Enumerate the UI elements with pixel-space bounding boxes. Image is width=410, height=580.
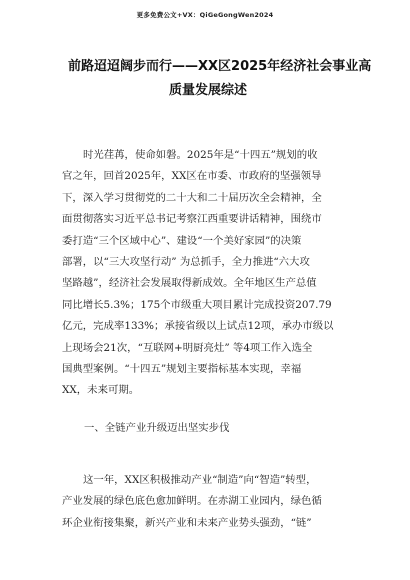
paragraph-line: 委打造“三个区域中心”、建设“一个美好家园”的决策 — [62, 234, 302, 247]
header-note: 更多免费公文+VX：QiGeGongWen2024 — [136, 11, 274, 19]
paragraph-line: 同比增长5.3%；175个市级重大项目累计完成投资207.79 — [62, 298, 332, 311]
paragraph-line: 时光荏苒，使命如磐。2025年是“十四五”规划的收 — [83, 149, 318, 161]
paragraph-line: 坚路越”，经济社会发展取得新成效。全年地区生产总值 — [62, 277, 317, 290]
title-line: 前路迢迢阔步而行——XX区2025年经济社会事业高 — [68, 59, 372, 74]
section-heading: 一、全链产业升级迈出坚实步伐 — [84, 422, 230, 434]
paragraph-section1 — [62, 470, 354, 534]
paragraph-line: 国典型案例。“十四五”规划主要指标基本实现，幸福 — [62, 362, 302, 375]
paragraph-intro — [62, 145, 354, 402]
paragraph-line: 下，深入学习贯彻党的二十大和二十届历次全会精神，全 — [62, 191, 322, 204]
paragraph-line: 官之年，回首2025年，XX区在市委、市政府的坚强领导 — [62, 170, 322, 183]
paragraph-line: 部署，以“三大攻坚行动” 为总抓手，全力推进“六大攻 — [62, 255, 310, 268]
paragraph-line: 环企业衔接集聚，新兴产业和未来产业势头强劲，“链” — [62, 516, 312, 529]
paragraph-line: 这一年，XX区积极推动产业“制造”向“智造”转型， — [83, 474, 317, 486]
paragraph-line: 产业发展的绿色底色愈加鲜明。在赤湖工业园内，绿色循 — [62, 495, 322, 508]
paragraph-line: 上现场会21次，“互联网+明厨亮灶” 等4项工作入选全 — [62, 341, 313, 354]
paragraph-line: 亿元，完成率133%；承接省级以上试点12项，承办市级以 — [62, 320, 334, 333]
title-line: 质量发展综述 — [168, 83, 247, 98]
document-title — [68, 55, 372, 103]
paragraph-line: 面贯彻落实习近平总书记考察江西重要讲话精神，围绕市 — [62, 213, 322, 226]
paragraph-line: XX，未来可期。 — [62, 384, 140, 397]
